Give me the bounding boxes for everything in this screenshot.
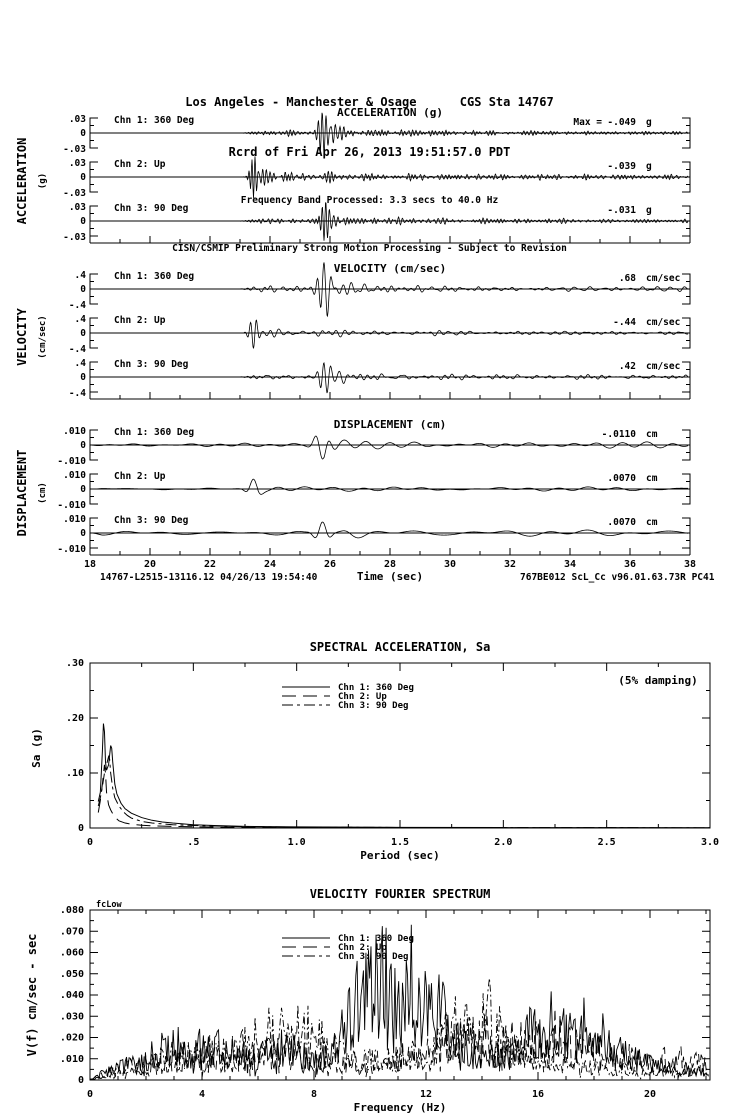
fourier-x-tick-label: 8	[310, 1089, 318, 1100]
fourier-x-tick-label: 12	[419, 1089, 433, 1100]
legend-label: Chn 3: 90 Deg	[338, 701, 409, 711]
max-unit: g	[646, 117, 652, 128]
section-title: VELOCITY (cm/sec)	[333, 262, 447, 275]
scale-label-zero: 0	[80, 372, 86, 383]
sa-x-tick-label: 1.5	[390, 837, 410, 848]
scale-label-top: .4	[74, 270, 86, 281]
scale-label-bottom: -.03	[63, 188, 86, 199]
scale-label-top: .010	[63, 426, 86, 437]
scale-label-bottom: -.010	[57, 500, 86, 511]
max-unit: cm/sec	[646, 273, 681, 284]
legend-label: Chn 1: 360 Deg	[338, 934, 414, 944]
waveform-trace	[92, 436, 688, 459]
filter-corner-label: fcLow	[96, 900, 122, 910]
scale-label-zero: 0	[80, 440, 86, 451]
max-unit: cm/sec	[646, 317, 681, 328]
sa-x-tick-label: 2.5	[597, 837, 616, 848]
scale-label-top: .4	[74, 358, 86, 369]
sa-x-tick-label: 0	[86, 837, 94, 848]
fourier-x-tick-label: 0	[86, 1089, 94, 1100]
sa-y-tick-label: .20	[65, 713, 84, 724]
max-value: .68	[618, 273, 636, 284]
fourier-x-axis-label: Frequency (Hz)	[353, 1101, 447, 1114]
scale-label-zero: 0	[80, 128, 86, 139]
time-axis-label: Time (sec)	[356, 570, 424, 583]
fourier-y-tick-label: .020	[59, 1032, 84, 1044]
waveform-trace	[92, 479, 688, 494]
scale-label-bottom: -.03	[63, 144, 86, 155]
time-tick-label: 38	[683, 559, 697, 570]
scale-label-bottom: -.010	[57, 544, 86, 555]
time-tick-label: 18	[83, 559, 97, 570]
fourier-y-axis-label: V(f) cm/sec - sec	[25, 933, 39, 1057]
sa-curve	[98, 724, 710, 828]
scale-label-zero: 0	[80, 484, 86, 495]
damping-note: (5% damping)	[618, 674, 698, 687]
max-value: -.031	[607, 205, 636, 216]
fourier-y-tick-label: .060	[59, 947, 84, 959]
channel-label: Chn 3: 90 Deg	[114, 203, 189, 214]
scale-label-bottom: -.4	[68, 344, 86, 355]
fourier-y-tick-label: .070	[59, 926, 84, 938]
section-side-unit: (g)	[38, 172, 48, 190]
fourier-y-tick-label: .030	[59, 1011, 84, 1023]
channel-label: Chn 1: 360 Deg	[114, 427, 195, 438]
legend-label: Chn 2: Up	[338, 692, 387, 702]
waveform-trace	[92, 320, 688, 348]
section-title: ACCELERATION (g)	[337, 106, 443, 119]
sa-y-tick-label: .10	[65, 768, 84, 779]
scale-label-zero: 0	[80, 284, 86, 295]
legend-label: Chn 2: Up	[338, 943, 387, 953]
fourier-x-tick-label: 16	[531, 1089, 545, 1100]
scale-label-bottom: -.4	[68, 388, 86, 399]
fourier-y-tick-label: 0	[77, 1075, 84, 1086]
max-value: -.0110	[601, 429, 636, 440]
footer-right: 767BE012 ScL_Cc v96.01.63.73R PC41	[520, 572, 715, 583]
station-title: Los Angeles - Manchester & Osage CGS Sta 14767	[185, 95, 554, 109]
scale-label-top: .010	[63, 470, 86, 481]
scale-label-zero: 0	[80, 172, 86, 183]
scale-label-zero: 0	[80, 216, 86, 227]
channel-label: Chn 2: Up	[114, 315, 166, 326]
channel-label: Chn 1: 360 Deg	[114, 271, 195, 282]
scale-label-top: .010	[63, 514, 86, 525]
sa-curve	[98, 757, 710, 828]
channel-label: Chn 2: Up	[114, 471, 166, 482]
section-side-unit: (cm/sec)	[38, 315, 48, 359]
max-unit: cm	[646, 473, 658, 484]
section-side-label: DISPLACEMENT	[15, 449, 29, 537]
time-tick-label: 24	[263, 559, 277, 570]
sa-y-axis-label: Sa (g)	[30, 728, 43, 768]
time-tick-label: 32	[503, 559, 517, 570]
channel-label: Chn 1: 360 Deg	[114, 115, 195, 126]
sa-y-tick-label: .30	[65, 658, 84, 669]
max-value: -.44	[613, 317, 636, 328]
max-value: .0070	[607, 473, 636, 484]
sa-plot-title: SPECTRAL ACCELERATION, Sa	[309, 640, 491, 654]
max-value: -.039	[607, 161, 636, 172]
footer-left: 14767-L2515-13116.12 04/26/13 19:54:40	[100, 572, 318, 583]
scale-label-top: .03	[68, 158, 86, 169]
channel-label: Chn 2: Up	[114, 159, 166, 170]
section-side-label: ACCELERATION	[15, 137, 29, 225]
time-tick-label: 28	[383, 559, 397, 570]
scale-label-top: .03	[68, 114, 86, 125]
sa-x-tick-label: 2.0	[494, 837, 513, 848]
sa-x-tick-label: 3.0	[700, 837, 720, 848]
record-datetime: Rcrd of Fri Apr 26, 2013 19:51:57.0 PDT	[228, 145, 511, 159]
max-unit: cm	[646, 429, 658, 440]
scale-label-bottom: -.03	[63, 232, 86, 243]
max-value: -.049	[607, 117, 636, 128]
fourier-y-tick-label: .040	[59, 990, 84, 1001]
time-tick-label: 30	[443, 559, 457, 570]
max-value: .0070	[607, 517, 636, 528]
time-tick-label: 34	[563, 559, 577, 570]
scale-label-bottom: -.4	[68, 300, 86, 311]
fourier-y-tick-label: .080	[59, 905, 84, 916]
fourier-y-tick-label: .050	[59, 968, 84, 980]
legend-label: Chn 1: 360 Deg	[338, 683, 414, 693]
sa-x-tick-label: .5	[187, 837, 200, 848]
channel-label: Chn 3: 90 Deg	[114, 359, 189, 370]
section-side-label: VELOCITY	[15, 308, 29, 366]
fourier-x-tick-label: 4	[198, 1089, 206, 1100]
scale-label-bottom: -.010	[57, 456, 86, 467]
max-unit: cm	[646, 517, 658, 528]
fourier-x-tick-label: 20	[643, 1089, 657, 1100]
scale-label-zero: 0	[80, 328, 86, 339]
time-tick-label: 22	[203, 559, 217, 570]
section-side-unit: (cm)	[38, 482, 48, 504]
processing-disclaimer: CISN/CSMIP Preliminary Strong Motion Processing - Subject to Revision	[172, 243, 567, 254]
section-title: DISPLACEMENT (cm)	[333, 418, 447, 431]
time-tick-label: 36	[623, 559, 637, 570]
max-value: .42	[618, 361, 636, 372]
scale-label-top: .4	[74, 314, 86, 325]
scale-label-top: .03	[68, 202, 86, 213]
sa-x-axis-label: Period (sec)	[360, 849, 440, 862]
scale-label-zero: 0	[80, 528, 86, 539]
frequency-band-note: Frequency Band Processed: 3.3 secs to 40.0 Hz	[240, 195, 499, 206]
legend-label: Chn 3: 90 Deg	[338, 952, 409, 962]
max-prefix: Max =	[573, 117, 602, 128]
sa-curve	[98, 765, 710, 828]
sa-x-tick-label: 1.0	[287, 837, 306, 848]
fourier-plot-title: VELOCITY FOURIER SPECTRUM	[309, 887, 491, 901]
max-unit: cm/sec	[646, 361, 681, 372]
time-tick-label: 20	[143, 559, 157, 570]
max-unit: g	[646, 205, 652, 216]
time-tick-label: 26	[323, 559, 337, 570]
channel-label: Chn 3: 90 Deg	[114, 515, 189, 526]
max-unit: g	[646, 161, 652, 172]
fourier-y-tick-label: .010	[59, 1053, 84, 1065]
sa-y-tick-label: 0	[77, 823, 84, 834]
